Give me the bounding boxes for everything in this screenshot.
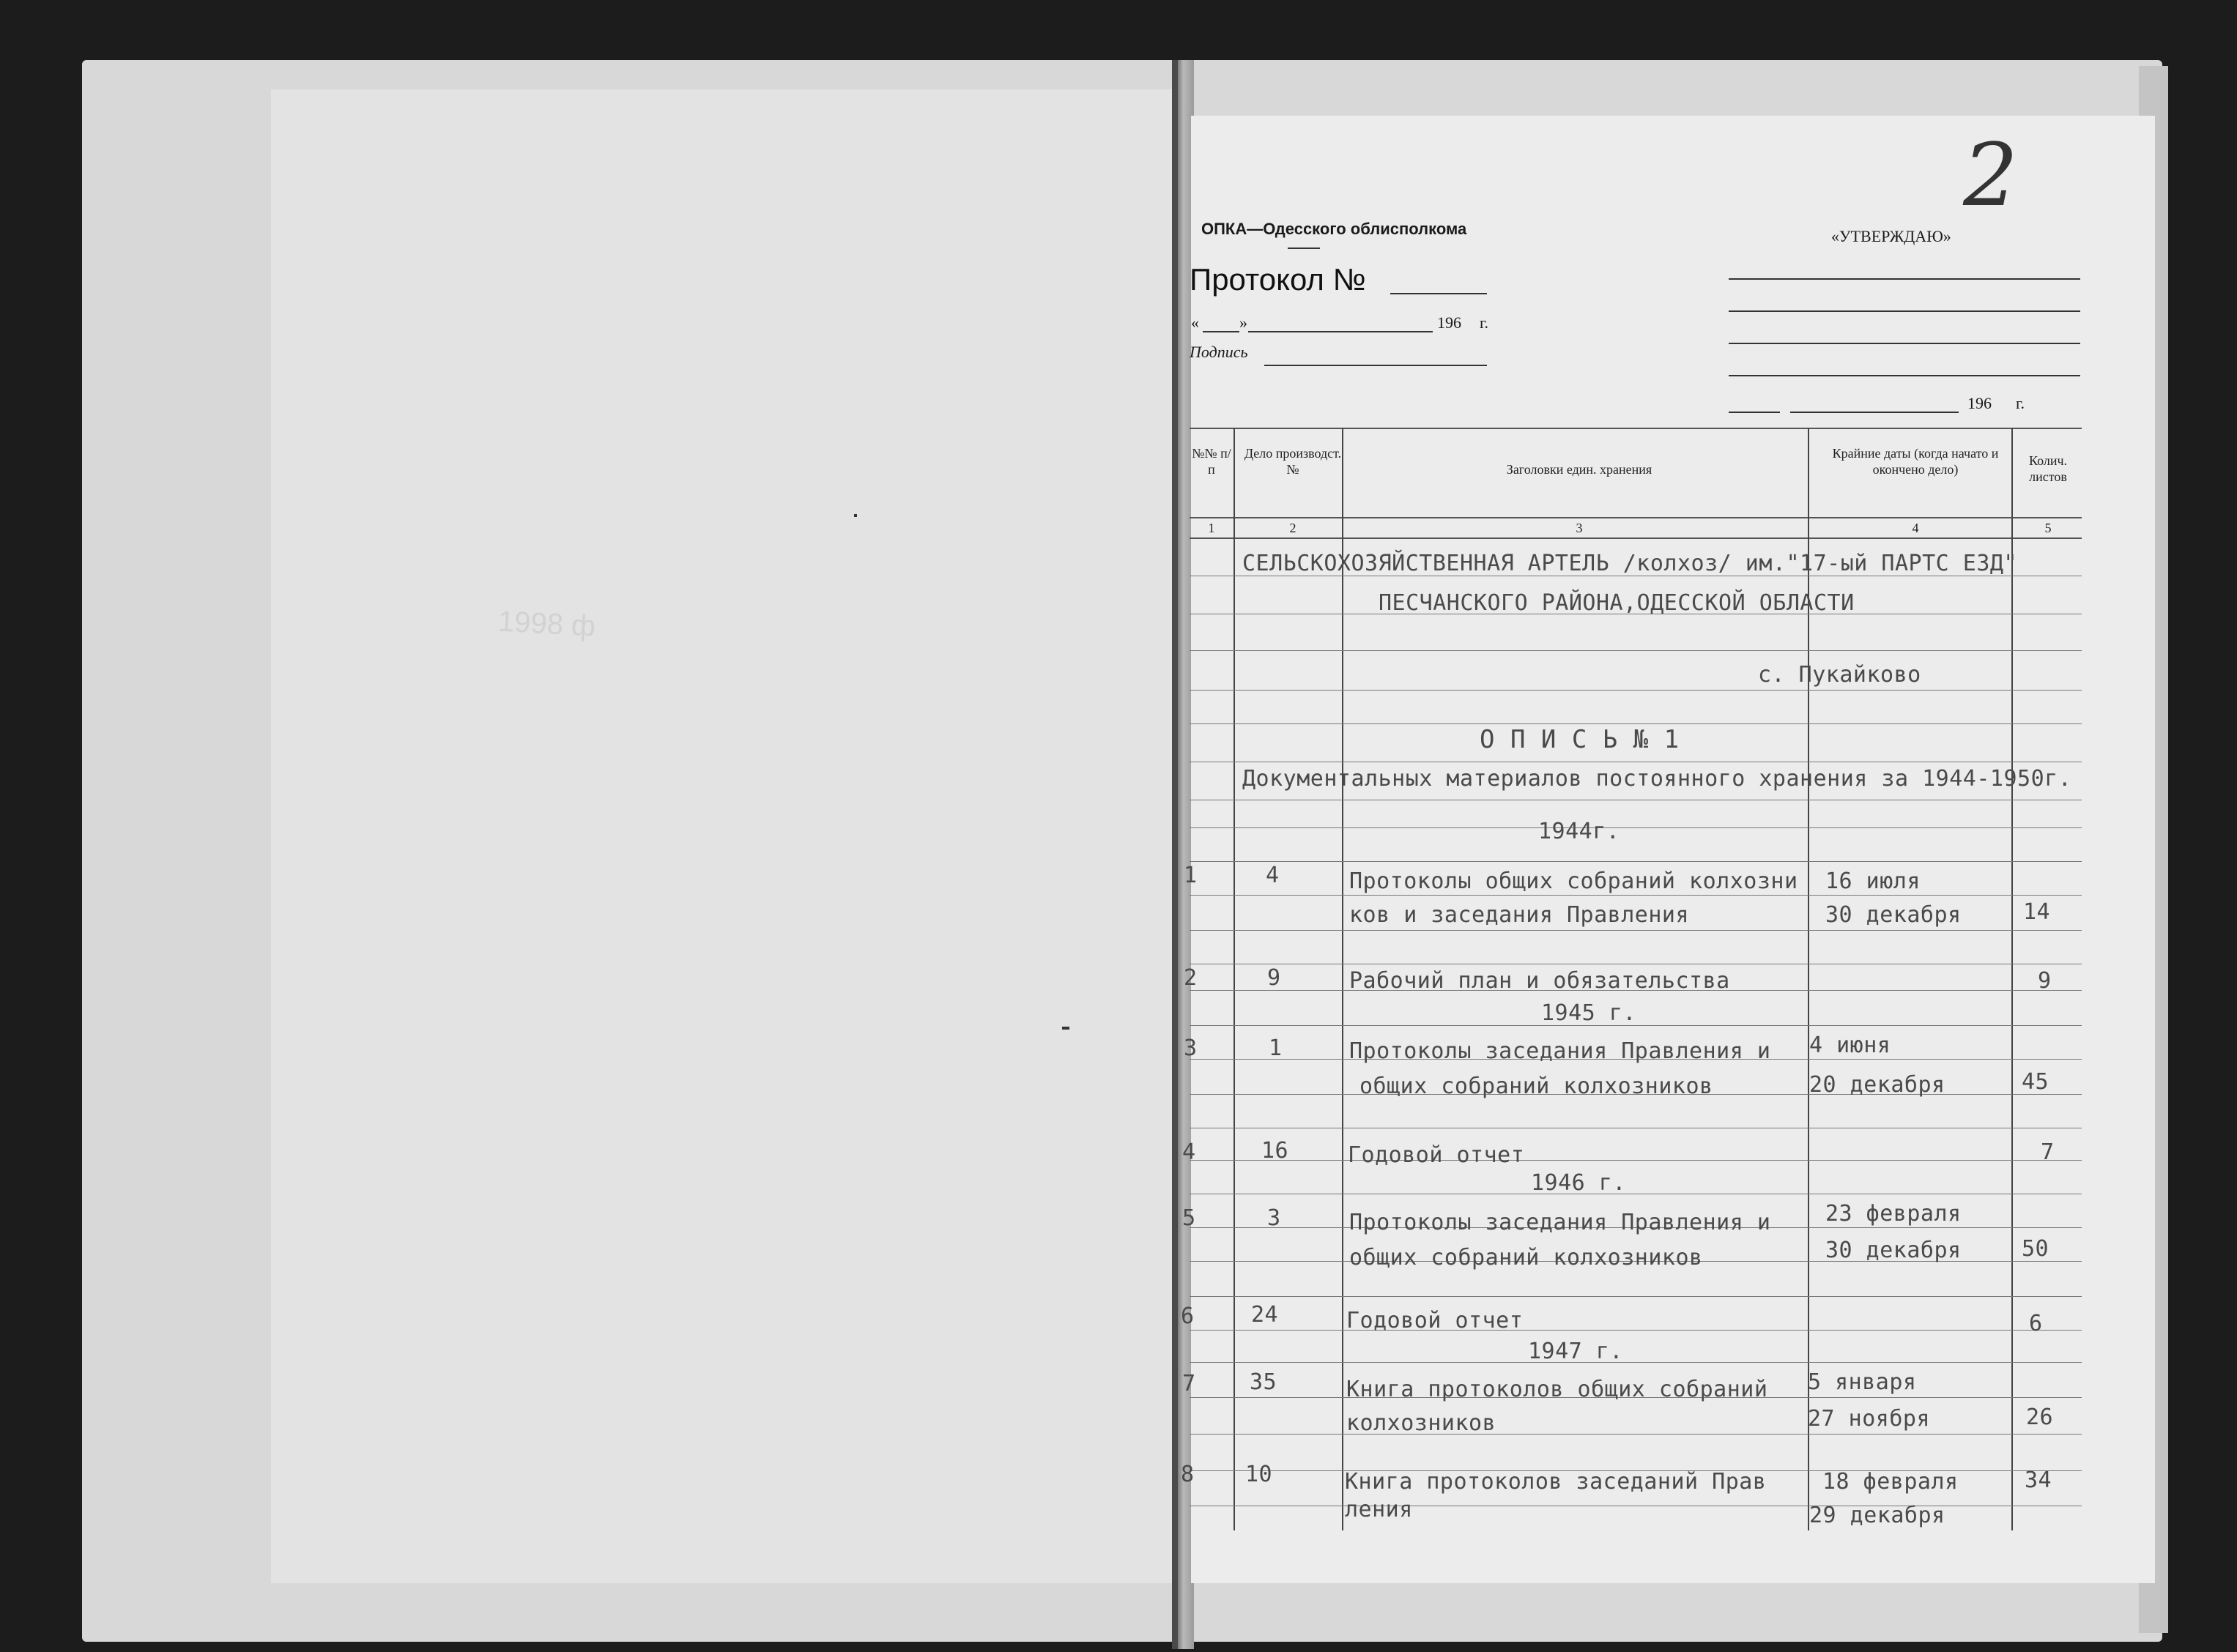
col-divider-1 [1233,428,1235,1530]
org-name: ОПКА—Одесского облисполкома [1201,220,1467,238]
ruled-line [1190,1362,2082,1363]
title-line-1: СЕЛЬСКОХОЗЯЙСТВЕННАЯ АРТЕЛЬ /колхоз/ им."17-ый ПАРТС ЕЗД" [1242,551,2018,576]
row-num: 4 [1182,1139,1196,1165]
row-sheets: 6 [2029,1311,2043,1336]
row-delo: 9 [1267,965,1281,991]
row-sheets: 9 [2038,968,2052,994]
row-title-2: ков и заседания Правления [1349,902,1690,928]
row-title-1: Протоколы заседания Правления и [1349,1038,1771,1064]
row-date-start: 4 июня [1809,1032,1891,1058]
approve-year-suffix: г. [2016,394,2025,412]
protocol-number-line [1390,293,1487,294]
row-delo: 10 [1245,1462,1273,1487]
approve-line-2 [1729,310,2080,312]
ruled-line [1190,1296,2082,1297]
row-delo: 24 [1251,1302,1279,1328]
ink-speck [854,514,857,517]
table-top-rule [1190,428,2082,429]
approve-line-1 [1729,278,2080,280]
approve-line-3 [1729,343,2080,344]
row-title-1: Рабочий план и обязательства [1349,968,1730,994]
col-header-num: №№ п/п [1192,446,1231,477]
col-header-dates: Крайние даты (когда начато и окончено дело) [1832,446,1999,477]
row-title-1: Книга протоколов общих собраний [1346,1377,1768,1402]
ruled-line [1190,1330,2082,1331]
row-sheets: 7 [2041,1139,2055,1165]
date-day-line [1203,331,1239,332]
org-underline [1288,248,1320,249]
opis-subtitle: Документальных материалов постоянного хранения за 1944-1950г. [1242,766,2072,792]
row-delo: 4 [1266,863,1280,888]
col-divider-2 [1342,428,1343,1530]
approve-year: 196 [1967,394,1992,412]
ruled-line [1190,650,2082,651]
date-quote-open: « [1191,313,1199,332]
ruled-line [1190,930,2082,931]
approve-line-4 [1729,375,2080,376]
row-sheets: 14 [2023,899,2051,925]
ruled-line [1190,861,2082,862]
row-title-1: Годовой отчет [1346,1308,1524,1333]
col-header-sheets: Колич. листов [2028,453,2068,484]
row-date-end: 27 ноября [1808,1406,1931,1432]
row-delo: 16 [1261,1138,1289,1164]
ruled-line [1190,723,2082,724]
row-num: 8 [1181,1462,1195,1487]
row-sheets: 50 [2022,1236,2049,1262]
row-title-2: колхозников [1346,1410,1496,1436]
page-number: 2 [1963,124,2019,226]
row-date-end: 29 декабря [1809,1503,1945,1528]
row-title-2: ления [1345,1497,1413,1522]
signature-label: Подпись [1190,343,1248,361]
ruled-line [1190,895,2082,896]
row-title-2: общих собраний колхозников [1349,1245,1703,1270]
row-title-1: Протоколы общих собраний колхозни [1349,868,1798,894]
ruled-line [1190,827,2082,828]
col-divider-4 [2011,428,2013,1530]
date-month-line [1248,331,1433,332]
inventory-page [1191,116,2155,1583]
year-1944: 1944г. [1538,819,1620,844]
row-num: 6 [1181,1303,1195,1329]
village-name: с. Пукайково [1758,662,1921,688]
year-1946: 1946 г. [1531,1170,1626,1196]
row-num: 1 [1184,863,1198,888]
approve-date-day-line [1729,412,1780,413]
approve-label: «УТВЕРЖДАЮ» [1831,227,1951,245]
row-title-2: общих собраний колхозников [1359,1074,1713,1099]
row-num: 5 [1182,1205,1196,1231]
row-sheets: 34 [2025,1467,2052,1493]
ghost-stamp: 1998 ф [497,605,597,643]
row-title-1: Годовой отчет [1348,1142,1525,1168]
row-sheets: 26 [2026,1404,2054,1430]
row-date-start: 18 февраля [1822,1469,1959,1495]
col-num-3: 3 [1576,521,1583,535]
year-1947: 1947 г. [1528,1339,1623,1364]
ruled-line [1190,1160,2082,1161]
col-num-2: 2 [1289,521,1296,535]
ruled-line [1190,1434,2082,1435]
col-header-delo: Дело производст. № [1244,446,1342,477]
row-delo: 3 [1267,1205,1281,1231]
row-date-end: 20 декабря [1809,1072,1945,1098]
year-1945: 1945 г. [1541,1000,1636,1026]
row-num: 7 [1182,1371,1196,1396]
approve-date-month-line [1790,412,1959,413]
row-title-1: Протоколы заседания Правления и [1349,1210,1771,1235]
col-num-5: 5 [2044,521,2052,535]
col-num-4: 4 [1912,521,1919,535]
title-line-2: ПЕСЧАНСКОГО РАЙОНА,ОДЕССКОЙ ОБЛАСТИ [1379,590,1855,616]
signature-line [1264,365,1487,366]
row-delo: 1 [1269,1035,1283,1061]
left-blank-page [271,89,1179,1583]
row-num: 2 [1184,965,1198,991]
table-number-rule [1190,537,2082,539]
ruled-line [1190,690,2082,691]
date-year-suffix: г. [1480,313,1489,332]
ink-speck [1062,1027,1069,1030]
row-date-end: 30 декабря [1825,1238,1962,1263]
row-date-start: 23 февраля [1825,1201,1962,1227]
row-sheets: 45 [2022,1069,2049,1095]
col-header-title: Заголовки един. хранения [1506,462,1652,477]
row-date-start: 5 января [1808,1369,1917,1395]
table-header-rule [1190,517,2082,518]
row-num: 3 [1184,1035,1198,1061]
fold-shadow [1172,60,1178,1649]
row-date-start: 16 июля [1825,868,1921,894]
opis-title: О П И С Ь № 1 [1480,725,1680,754]
col-num-1: 1 [1208,521,1215,535]
row-date-end: 30 декабря [1825,902,1962,928]
date-quote-close: » [1239,313,1247,332]
protocol-label: Протокол № [1190,262,1366,297]
row-delo: 35 [1250,1369,1277,1395]
row-title-1: Книга протоколов заседаний Прав [1345,1469,1767,1495]
date-year: 196 [1437,313,1461,332]
